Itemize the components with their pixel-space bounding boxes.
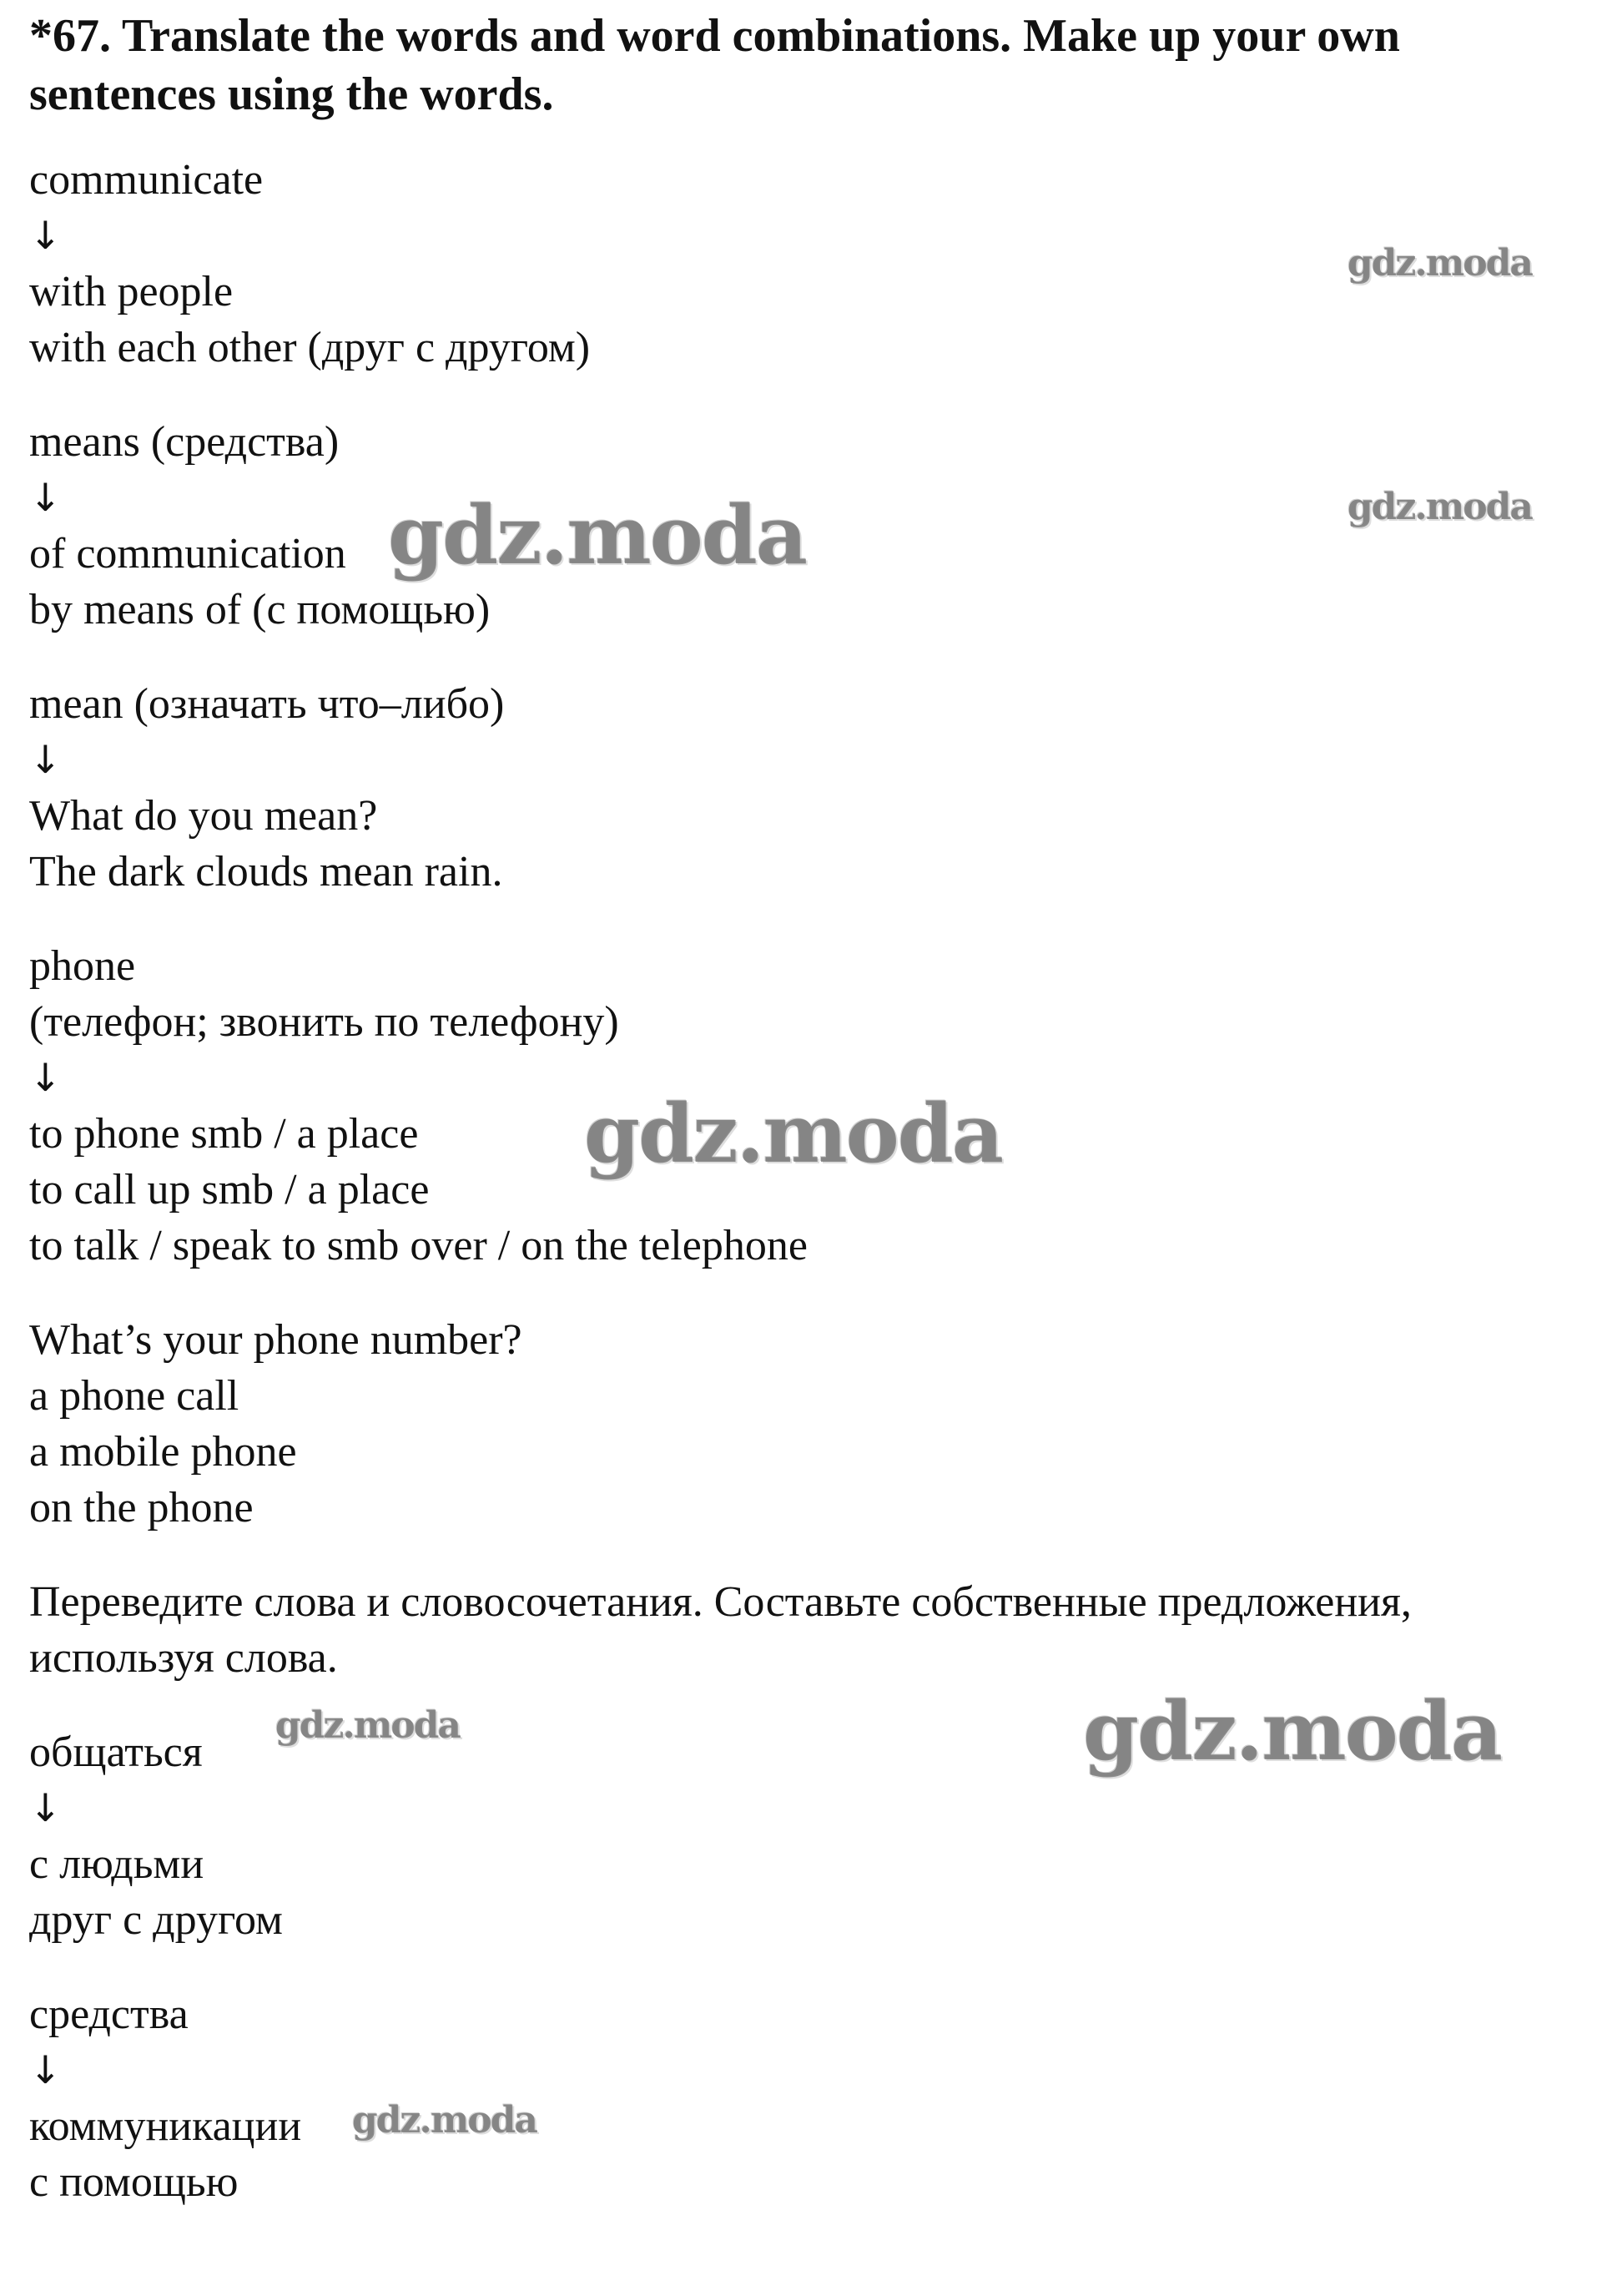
block-line: mean (означать что–либо) xyxy=(29,680,505,728)
block-line: с людьми xyxy=(29,1840,204,1888)
vocab-block-means xyxy=(29,414,1598,638)
spacer xyxy=(29,124,1598,152)
block-line: друг с другом xyxy=(29,1896,283,1944)
spacer xyxy=(29,1948,1598,1986)
block-line: on the phone xyxy=(29,1484,254,1532)
block-line: с помощью xyxy=(29,2158,239,2206)
vocab-block-ru-obshchatsya xyxy=(29,1724,1598,1948)
block-line: of communication xyxy=(29,530,346,578)
down-arrow-icon: ↓ xyxy=(29,737,62,782)
down-arrow-icon: ↓ xyxy=(29,2047,62,2092)
down-arrow-icon: ↓ xyxy=(29,213,62,258)
block-line: phone xyxy=(29,942,136,990)
down-arrow-icon: ↓ xyxy=(29,1785,62,1830)
block-line: средства xyxy=(29,1991,189,2038)
watermark: gdz.moda xyxy=(1348,486,1533,528)
block-line: What do you mean? xyxy=(29,792,378,840)
vocab-block-ru-sredstva xyxy=(29,1986,1598,2210)
block-line: means (средства) xyxy=(29,418,340,466)
block-line: communicate xyxy=(29,156,264,204)
block-line: общаться xyxy=(29,1728,203,1776)
vocab-block-phone xyxy=(29,938,1598,1274)
block-line: a mobile phone xyxy=(29,1428,297,1476)
block-line: a phone call xyxy=(29,1372,239,1420)
spacer xyxy=(29,638,1598,676)
translation-instruction xyxy=(29,1574,1598,1686)
spacer xyxy=(29,900,1598,938)
block-line: to phone smb / a place xyxy=(29,1110,419,1158)
block-line: by means of (с помощью) xyxy=(29,586,491,633)
watermark: gdz.moda xyxy=(1083,1684,1502,1779)
block-line: The dark clouds mean rain. xyxy=(29,848,503,896)
block-line: to call up smb / a place xyxy=(29,1166,430,1214)
block-line: with people xyxy=(29,268,234,315)
spacer xyxy=(29,1686,1598,1724)
spacer xyxy=(29,376,1598,414)
block-line: (телефон; звонить по телефону) xyxy=(29,998,619,1046)
spacer xyxy=(29,1274,1598,1312)
watermark: gdz.moda xyxy=(275,1704,461,1747)
watermark: gdz.moda xyxy=(1348,242,1533,285)
watermark: gdz.moda xyxy=(388,488,807,583)
block-line: to talk / speak to smb over / on the telephone xyxy=(29,1222,808,1269)
block-line: коммуникации xyxy=(29,2102,302,2150)
watermark: gdz.moda xyxy=(352,2099,537,2142)
exercise-heading: *67. Translate the words and word combinations. Make up your own sentences using the words. xyxy=(29,10,1400,120)
down-arrow-icon: ↓ xyxy=(29,1055,62,1100)
watermark: gdz.moda xyxy=(584,1087,1003,1181)
vocab-block-mean xyxy=(29,676,1598,900)
vocab-block-communicate xyxy=(29,152,1598,376)
block-line: What’s your phone number? xyxy=(29,1316,522,1364)
vocab-block-phone-phrases xyxy=(29,1312,1598,1536)
block-line: with each other (друг с другом) xyxy=(29,324,591,371)
instruction-text: Переведите слова и словосочетания. Составьте собственные предложения, используя слова. xyxy=(29,1578,1412,1682)
spacer xyxy=(29,1536,1598,1574)
down-arrow-icon: ↓ xyxy=(29,475,62,520)
page-content xyxy=(29,7,1598,2210)
